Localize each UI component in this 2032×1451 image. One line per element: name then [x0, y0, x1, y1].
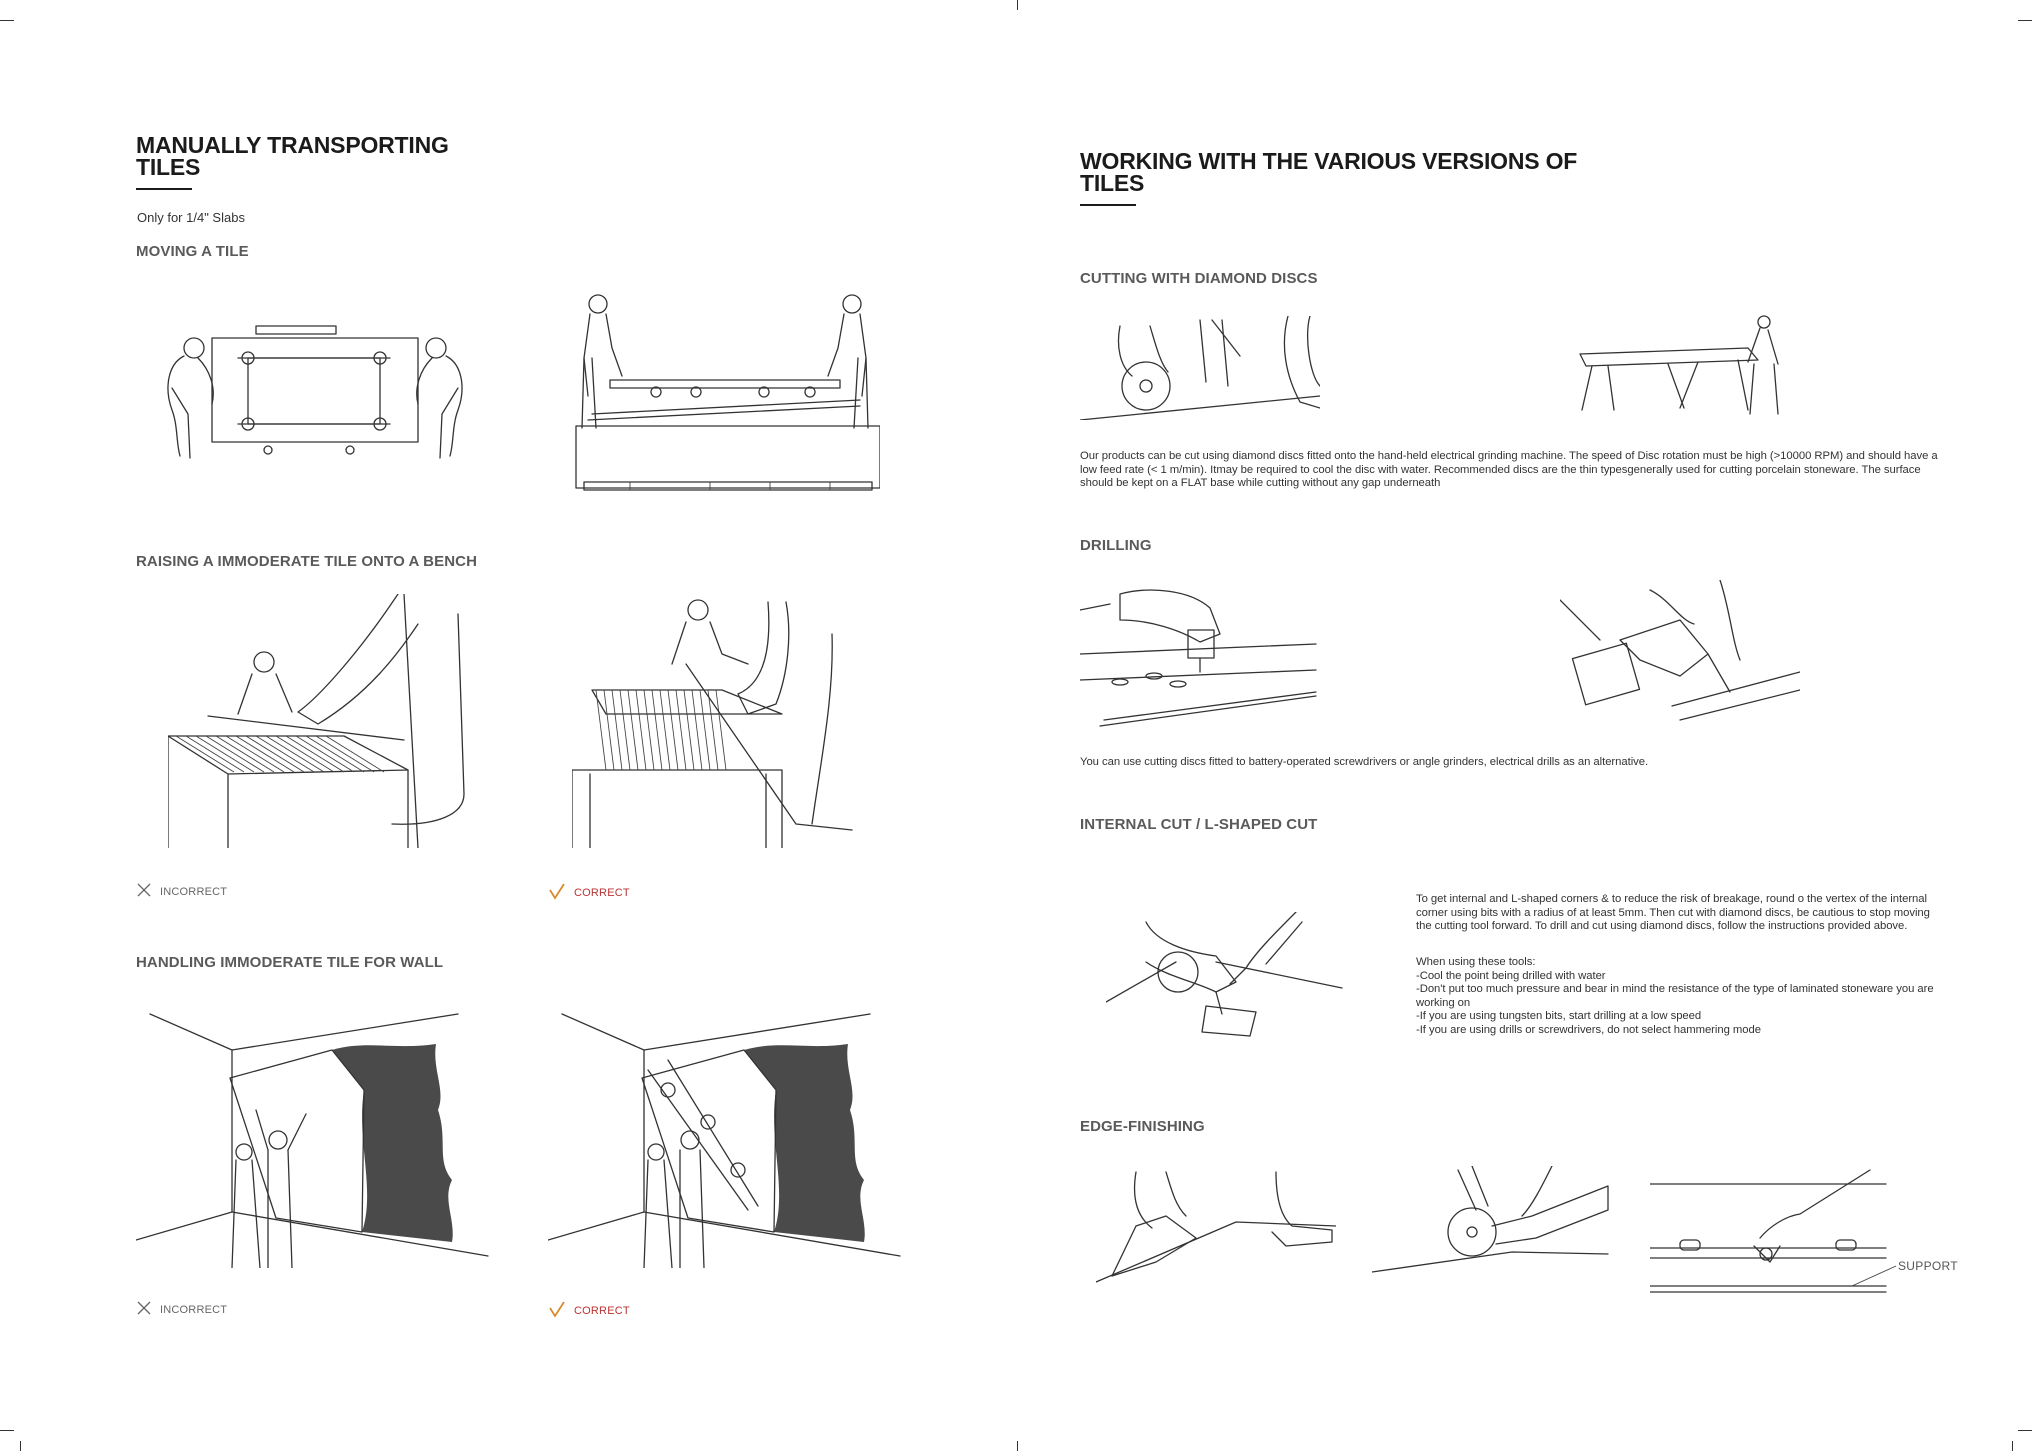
subtitle: Only for 1/4" Slabs [137, 210, 245, 225]
title-rule [1080, 204, 1136, 206]
section-heading-internal-cut: INTERNAL CUT / L-SHAPED CUT [1080, 816, 1318, 833]
cross-icon [136, 882, 152, 901]
incorrect-label-wall [136, 1300, 227, 1319]
illustration-edge-grinder [1372, 1166, 1612, 1286]
page-title-right: WORKING WITH THE VARIOUS VERSIONS OF TILES [1080, 148, 1578, 196]
crop-mark [20, 1441, 21, 1451]
illustration-drilling-flat [1080, 580, 1320, 730]
tools-item: -If you are using drills or screwdrivers, do not select hammering mode [1416, 1023, 1761, 1036]
illustration-wall-incorrect [136, 1010, 492, 1268]
illustration-raising-correct [572, 594, 872, 848]
crop-mark [0, 1430, 14, 1431]
section-heading-edge-finishing: EDGE-FINISHING [1080, 1118, 1205, 1135]
crop-mark [2018, 1430, 2032, 1431]
crop-mark [2018, 20, 2032, 21]
tools-item: -If you are using tungsten bits, start drilling at a low speed [1416, 1010, 1702, 1023]
incorrect-text: INCORRECT [160, 1303, 228, 1316]
crop-mark [0, 20, 14, 21]
page-title-left: MANUALLY TRANSPORTING TILES [136, 132, 449, 180]
title-rule [136, 188, 192, 190]
tools-notes [1416, 956, 1946, 1038]
section-heading-handling: HANDLING IMMODERATE TILE FOR WALL [136, 954, 444, 971]
tools-item: -Cool the point being drilled with water [1416, 969, 1606, 982]
correct-label-raising [548, 882, 630, 903]
incorrect-label-raising [136, 882, 227, 901]
section-heading-drilling: DRILLING [1080, 537, 1152, 554]
crop-mark [1017, 1441, 1018, 1451]
correct-text: CORRECT [574, 886, 630, 899]
illustration-internal-cut [1106, 912, 1346, 1040]
illustration-drilling-battery [1560, 580, 1800, 730]
cutting-paragraph: Our products can be cut using diamond discs fitted onto the hand-held electrical grinding machine. The speed of Disc rotation must be high (>10000 RPM) and should have a low feed rate (< 1 m/min). Itmay be required to cool the disc with water. Recommended discs are the thin typesgenerally used for cutting porcelain stoneware. The surface should be kept on a FLAT base while cutting without any gap underneath [1080, 450, 1938, 490]
tools-item: -Don't put too much pressure and bear in mind the resistance of the type of laminated stoneware you are working on [1416, 983, 1934, 1009]
illustration-raising-incorrect [168, 594, 468, 848]
check-icon [548, 882, 566, 903]
drilling-paragraph: You can use cutting discs fitted to battery-operated screwdrivers or angle grinders, electrical drills as an alternative. [1080, 756, 1649, 768]
cross-icon [136, 1300, 152, 1319]
internal-cut-paragraph: To get internal and L-shaped corners & to reduce the risk of breakage, round o the vertex of the internal corner using bits with a radius of at least 5mm. Then cut with diamond discs, be cautious to stop moving the cutting tool forward. To drill and cut using diamond discs, follow the instructions provided above. [1416, 893, 1930, 933]
crop-mark [2012, 1441, 2013, 1451]
section-heading-raising: RAISING A IMMODERATE TILE ONTO A BENCH [136, 553, 478, 570]
correct-label-wall [548, 1300, 630, 1321]
crop-mark [1017, 0, 1018, 10]
section-heading-moving: MOVING A TILE [136, 243, 249, 260]
illustration-cutting-closeup [1080, 316, 1320, 420]
tools-intro: When using these tools: [1416, 956, 1536, 968]
illustration-moving-top-view [150, 318, 480, 468]
illustration-wall-correct [548, 1010, 904, 1268]
support-leader-line [1852, 1264, 1902, 1288]
correct-text: CORRECT [574, 1304, 630, 1317]
illustration-moving-side-view [570, 288, 880, 500]
support-label: SUPPORT [1898, 1259, 1958, 1273]
illustration-edge-sanding [1096, 1166, 1336, 1286]
check-icon [548, 1300, 566, 1321]
section-heading-cutting: CUTTING WITH DIAMOND DISCS [1080, 270, 1318, 287]
incorrect-text: INCORRECT [160, 885, 228, 898]
illustration-cutting-table [1578, 314, 1790, 418]
